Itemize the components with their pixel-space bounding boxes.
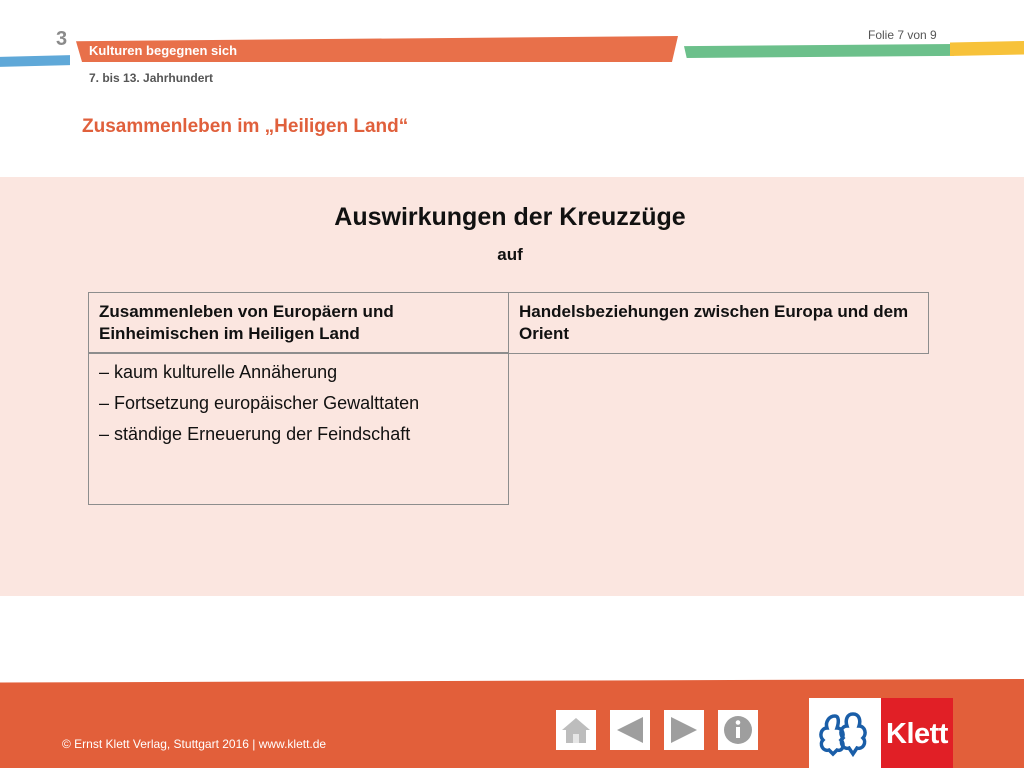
next-icon <box>664 710 704 750</box>
bullet-list <box>99 359 419 452</box>
klett-emblem-icon <box>809 698 881 768</box>
decorative-stripe-green <box>684 44 954 58</box>
info-icon <box>718 710 758 750</box>
column-header-coexistence: Zusammenleben von Europäern und Einheimischen im Heiligen Land <box>99 302 394 343</box>
content-panel <box>0 177 1024 596</box>
table-header-cell-1 <box>88 292 509 354</box>
chapter-title: Kulturen begegnen sich <box>89 43 238 58</box>
info-button[interactable] <box>718 710 758 750</box>
main-heading: Auswirkungen der Kreuzzüge <box>334 203 686 231</box>
slide-counter: Folie 7 von 9 <box>868 28 937 42</box>
column-header-trade: Handelsbeziehungen zwischen Europa und dem Orient <box>519 302 909 343</box>
logo-wordmark-box <box>881 698 953 768</box>
table-body-cell-1 <box>88 352 509 505</box>
decorative-stripe-blue <box>0 55 70 67</box>
next-button[interactable] <box>664 710 704 750</box>
previous-icon <box>610 710 650 750</box>
copyright-text: © Ernst Klett Verlag, Stuttgart 2016 | www.klett.de <box>62 737 327 751</box>
table-header-cell-2 <box>508 292 929 354</box>
list-item: – Fortsetzung europäischer Gewalttaten <box>99 393 420 413</box>
decorative-stripe-yellow <box>950 41 1024 56</box>
home-icon <box>556 710 596 750</box>
home-button[interactable] <box>556 710 596 750</box>
logo-wordmark: Klett <box>886 718 948 750</box>
previous-button[interactable] <box>610 710 650 750</box>
list-item: – kaum kulturelle Annäherung <box>99 362 338 382</box>
page-title: Zusammenleben im „Heiligen Land“ <box>82 116 409 137</box>
sub-heading: auf <box>497 245 523 264</box>
chapter-number: 3 <box>56 28 68 50</box>
era-label: 7. bis 13. Jahrhundert <box>89 71 214 85</box>
klett-logo[interactable] <box>809 698 953 768</box>
list-item: – ständige Erneuerung der Feindschaft <box>99 424 411 444</box>
